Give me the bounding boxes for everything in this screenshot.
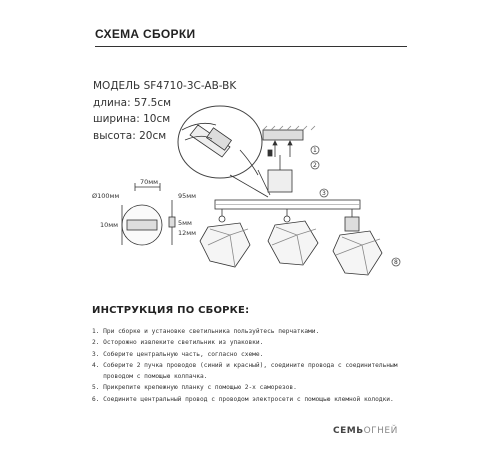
instruction-step: 5. Прикрепите крепежную планку с помощью 2-х саморезов.: [92, 384, 297, 392]
spec-width: ширина: 10см: [93, 113, 171, 125]
assembly-diagram: [90, 95, 420, 285]
shade-right: [333, 209, 382, 275]
callout-3: 3: [322, 190, 326, 197]
dim-10: 10мм: [100, 221, 119, 229]
instruction-step: 2. Осторожно извлеките светильник из упаковки.: [92, 339, 264, 347]
dim-100: Ø100мм: [92, 192, 120, 200]
callout-1: 1: [313, 147, 317, 154]
shade-left: [200, 209, 250, 267]
instructions-list: [92, 326, 422, 405]
ceiling-plate: [263, 126, 315, 157]
title-divider: [95, 46, 407, 47]
shade-center: [268, 209, 318, 265]
instructions-title: ИНСТРУКЦИЯ ПО СБОРКЕ:: [92, 305, 250, 316]
spec-model: МОДЕЛЬ SF4710-3C-AB-BK: [93, 80, 237, 92]
dim-5: 5мм: [178, 219, 192, 227]
callout-2: 2: [313, 162, 317, 169]
instruction-step: 1. При сборке и установке светильника пользуйтесь перчатками.: [92, 328, 320, 335]
callout-8: 8: [394, 259, 398, 266]
spec-height: высота: 20см: [93, 129, 167, 142]
instruction-step: 6. Соедините центральный провод с проводом электросети с помощью клемной колодки.: [92, 395, 394, 403]
main-bar: [215, 155, 360, 209]
brand-logo: [333, 426, 398, 436]
wiring-detail: [178, 106, 270, 197]
dim-12: 12мм: [178, 229, 197, 237]
brand-bold: СЕМЬ: [333, 426, 364, 436]
instruction-step: 3. Соберите центральную часть, согласно схеме.: [92, 350, 264, 358]
dim-70: 70мм: [140, 178, 159, 186]
mount-dimensions: [122, 183, 175, 245]
instruction-step: 4. Соберите 2 пучка проводов (синий и красный), соедините провода с соединительным: [92, 361, 398, 369]
instruction-step: проводом с помощью колпачка.: [92, 373, 208, 381]
spec-length: длина: 57.5см: [93, 96, 172, 109]
dim-95: 95мм: [178, 192, 197, 200]
page-title: СХЕМА СБОРКИ: [95, 27, 196, 41]
brand-light: ОГНЕЙ: [363, 426, 398, 436]
